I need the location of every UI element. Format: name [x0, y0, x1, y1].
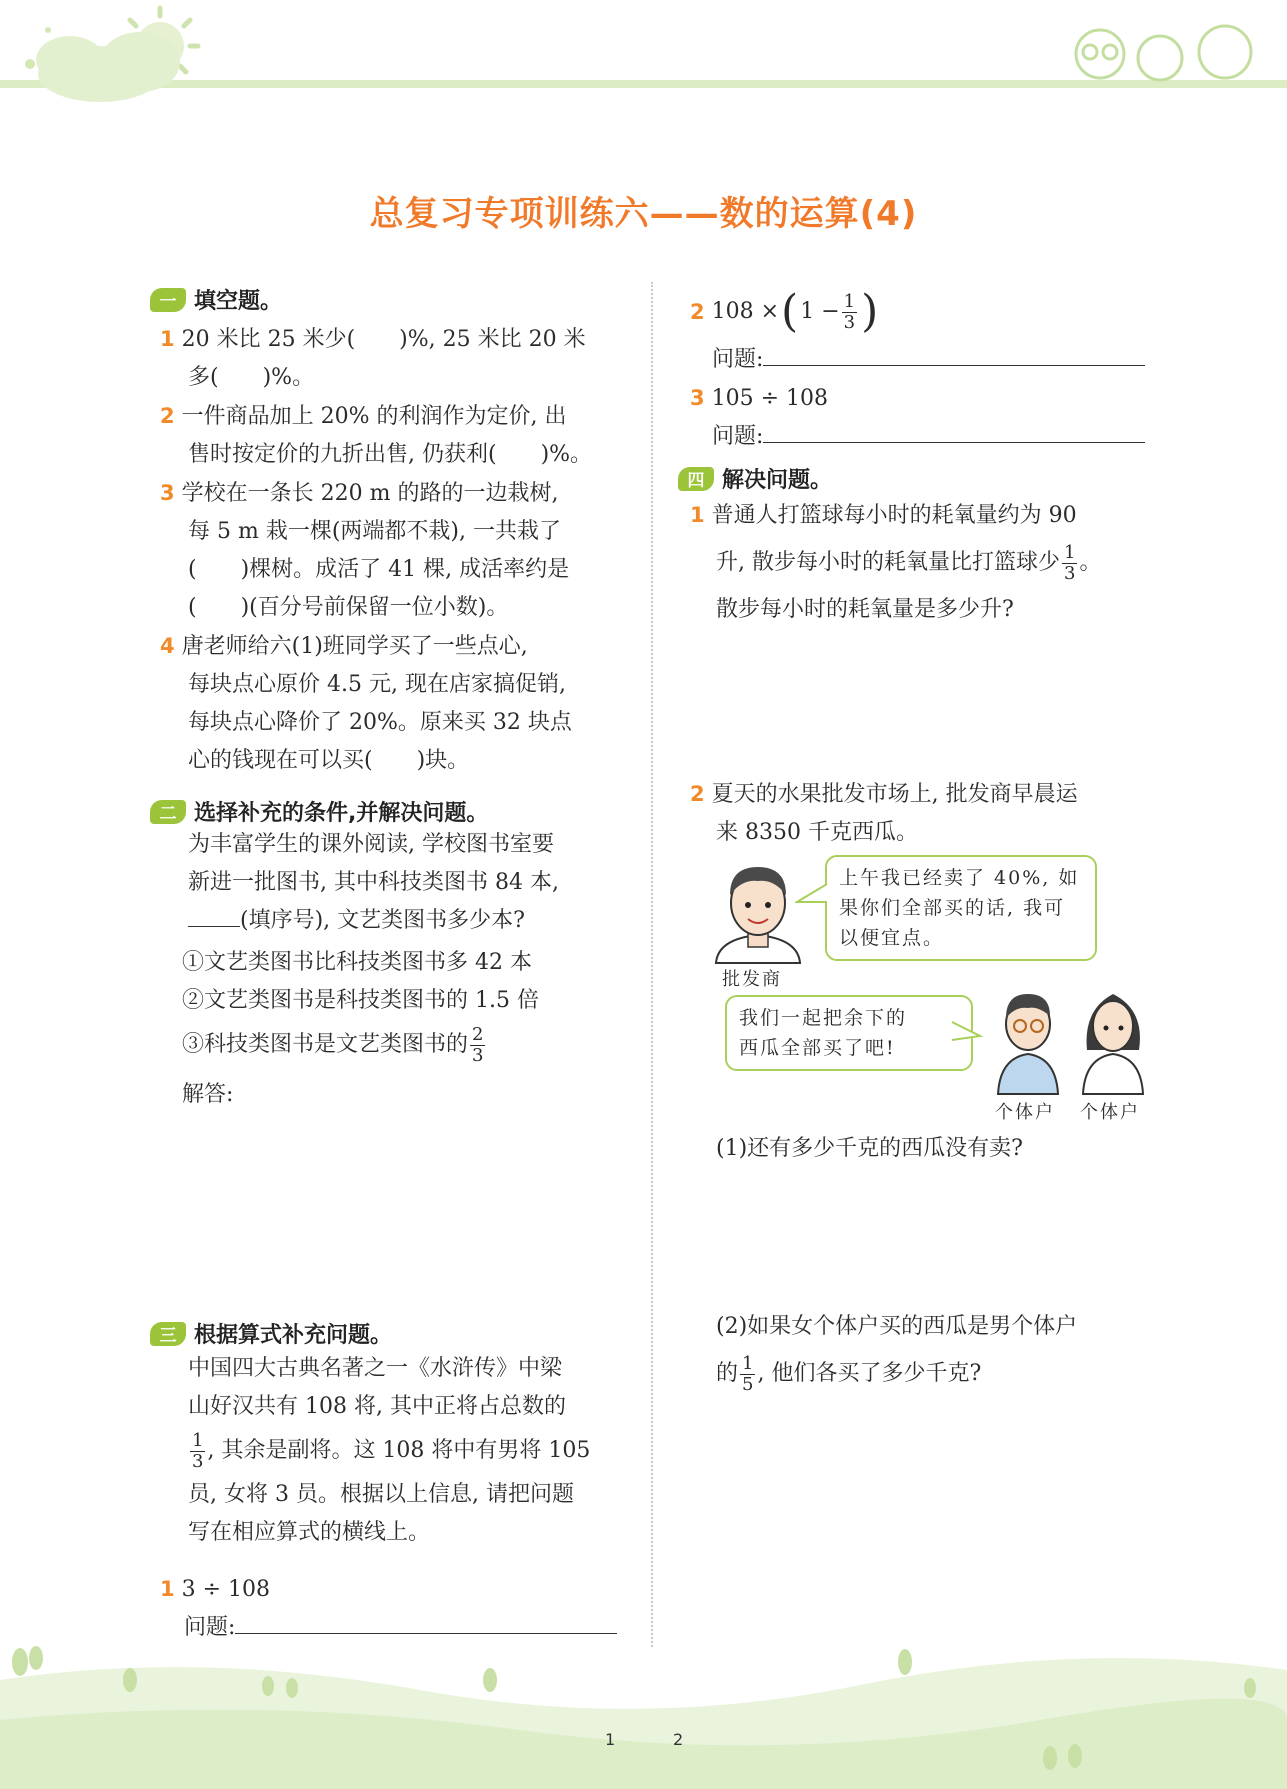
item-text: 一件商品加上 20% 的利润作为定价, 出 — [181, 404, 567, 429]
answer-area[interactable] — [700, 640, 1160, 770]
answer-area[interactable] — [716, 1410, 1156, 1610]
item-number: 2 — [690, 300, 705, 324]
item-text: 每 5 m 栽一棵(两端都不栽), 一共栽了 — [188, 519, 561, 544]
item-number: 1 — [160, 327, 175, 351]
expression-text: 108 × — [711, 299, 780, 324]
answer-area[interactable] — [716, 1170, 1156, 1300]
problem-text: 普通人打篮球每小时的耗氧量约为 90 — [711, 503, 1077, 528]
section-title: 根据算式补充问题。 — [194, 1323, 393, 1348]
expression-2 — [690, 283, 1160, 456]
problem-text: 夏天的水果批发市场上, 批发商早晨运 — [711, 782, 1078, 807]
fraction: $\frac{1}{5}$ — [742, 1352, 754, 1395]
item-text: ( )(百分号前保留一位小数)。 — [188, 595, 509, 620]
problem-text: 来 8350 千克西瓜。 — [716, 820, 918, 845]
page-number-left: 1 — [605, 1730, 616, 1749]
caption-buyer: 个体户 — [995, 1102, 1055, 1123]
answer-blank[interactable] — [188, 926, 240, 927]
fraction: $\frac{2}{3}$ — [472, 1023, 484, 1066]
question-label: 问题: — [184, 1615, 236, 1640]
seller-speech-bubble: 上午我已经卖了 40%, 如 果你们全部买的话, 我可 以便宜点。 — [825, 855, 1097, 961]
question-label: 问题: — [712, 424, 764, 449]
item-text: 20 米比 25 米少( )%, 25 米比 20 米 — [181, 327, 586, 352]
fraction: $\frac{1}{3}$ — [192, 1429, 204, 1472]
question-answer-line[interactable] — [763, 365, 1145, 366]
fraction: $\frac{1}{3}$ — [843, 290, 856, 333]
answer-label: 解答: — [182, 1082, 234, 1107]
male-buyer-illustration — [990, 980, 1066, 1096]
seller-illustration — [708, 855, 808, 965]
item-text: 唐老师给六(1)班同学买了一些点心, — [181, 634, 528, 659]
header-decoration — [0, 0, 1287, 120]
item-number: 1 — [160, 1577, 175, 1601]
problem-text: 新进一批图书, 其中科技类图书 84 本, — [188, 870, 559, 895]
question-1-fill-blanks — [160, 320, 640, 780]
item-number: 3 — [690, 386, 705, 410]
footer-landscape — [0, 1640, 1287, 1789]
option-1: ①文艺类图书比科技类图书多 42 本 — [182, 950, 532, 975]
problem-text: 为丰富学生的课外阅读, 学校图书室要 — [188, 832, 554, 857]
expression-text: 3 ÷ 108 — [181, 1577, 271, 1602]
bubble-tail — [795, 880, 829, 910]
caption-seller: 批发商 — [722, 969, 782, 990]
problem-text: 员, 女将 3 员。根据以上信息, 请把问题 — [188, 1482, 574, 1507]
caption-buyer: 个体户 — [1080, 1102, 1140, 1123]
question-2-body — [188, 826, 648, 940]
problem-text: 山好汉共有 108 将, 其中正将占总数的 — [188, 1394, 566, 1419]
bubble-tail — [950, 1018, 984, 1048]
page-number-right: 2 — [673, 1730, 684, 1749]
option-2: ②文艺类图书是科技类图书的 1.5 倍 — [182, 988, 539, 1013]
problem-text: 写在相应算式的横线上。 — [188, 1520, 431, 1545]
problem-text: 升, 散步每小时的耗氧量比打篮球少 — [716, 550, 1060, 575]
question-label: 问题: — [712, 347, 764, 372]
item-text: 心的钱现在可以买( )块。 — [188, 748, 470, 773]
item-text: 每块点心降价了 20%。原来买 32 块点 — [188, 710, 572, 735]
problem-text: 散步每小时的耗氧量是多少升? — [716, 597, 1014, 622]
sub-question-1: (1)还有多少千克的西瓜没有卖? — [716, 1136, 1023, 1161]
item-text: 售时按定价的九折出售, 仍获利( )%。 — [188, 442, 593, 467]
expression-1 — [160, 1570, 640, 1647]
paren-open: ( — [781, 286, 799, 337]
item-text: 学校在一条长 220 m 的路的一边栽树, — [181, 481, 559, 506]
section-2-heading — [150, 796, 488, 827]
section-4-heading — [678, 463, 832, 494]
sub-question-2: (2)如果女个体户买的西瓜是男个体户 的 $\frac{1}{5}$ , 他们各买了多少千克? — [716, 1308, 1176, 1402]
section-title: 选择补充的条件,并解决问题。 — [194, 801, 489, 826]
problem-1: 1 普通人打篮球每小时的耗氧量约为 90 升, 散步每小时的耗氧量比打篮球少 $\frac{1}{3}$ 。 散步每小时的耗氧量是多少升? — [690, 496, 1170, 629]
expression-text: 1 − — [800, 299, 840, 324]
item-text: 多( )%。 — [188, 365, 315, 390]
section-title: 解决问题。 — [722, 468, 833, 493]
fraction: $\frac{1}{3}$ — [1064, 541, 1076, 584]
item-text: ( )棵树。成活了 41 棵, 成活率约是 — [188, 557, 570, 582]
option-3: ③科技类图书是文艺类图书的 — [182, 1032, 469, 1057]
section-badge: 一 — [150, 288, 186, 312]
question-2-options — [182, 944, 652, 1114]
problem-text: 中国四大古典名著之一《水浒传》中梁 — [188, 1356, 563, 1381]
page-title: 总复习专项训练六——数的运算(4) — [369, 194, 918, 234]
question-answer-line[interactable] — [763, 442, 1145, 443]
problem-text: (2)如果女个体户买的西瓜是男个体户 — [716, 1314, 1078, 1339]
section-badge: 二 — [150, 800, 186, 824]
item-text: 每块点心原价 4.5 元, 现在店家搞促销, — [188, 672, 566, 697]
question-answer-line[interactable] — [235, 1633, 617, 1634]
section-badge: 四 — [678, 467, 714, 491]
paren-close: ) — [861, 286, 879, 337]
section-title: 填空题。 — [194, 289, 283, 314]
item-number: 4 — [160, 634, 175, 658]
expression-text: 105 ÷ 108 — [711, 386, 829, 411]
problem-2 — [690, 775, 1170, 852]
item-number: 2 — [160, 404, 175, 428]
section-3-heading — [150, 1318, 392, 1349]
buyers-speech-bubble: 我们一起把余下的 西瓜全部买了吧! — [725, 995, 973, 1071]
item-number: 1 — [690, 503, 705, 527]
section-badge: 三 — [150, 1322, 186, 1346]
section-1-heading — [150, 284, 282, 315]
problem-text: (填序号), 文艺类图书多少本? — [240, 908, 525, 933]
female-buyer-illustration — [1075, 980, 1151, 1096]
item-number: 3 — [160, 481, 175, 505]
problem-text: , 其余是副将。这 108 将中有男将 105 — [207, 1438, 591, 1463]
item-number: 2 — [690, 782, 705, 806]
question-3-body — [188, 1350, 648, 1552]
animal-heads-icon — [1076, 26, 1251, 80]
answer-area[interactable] — [182, 1120, 632, 1300]
cloud-icon — [36, 32, 180, 102]
